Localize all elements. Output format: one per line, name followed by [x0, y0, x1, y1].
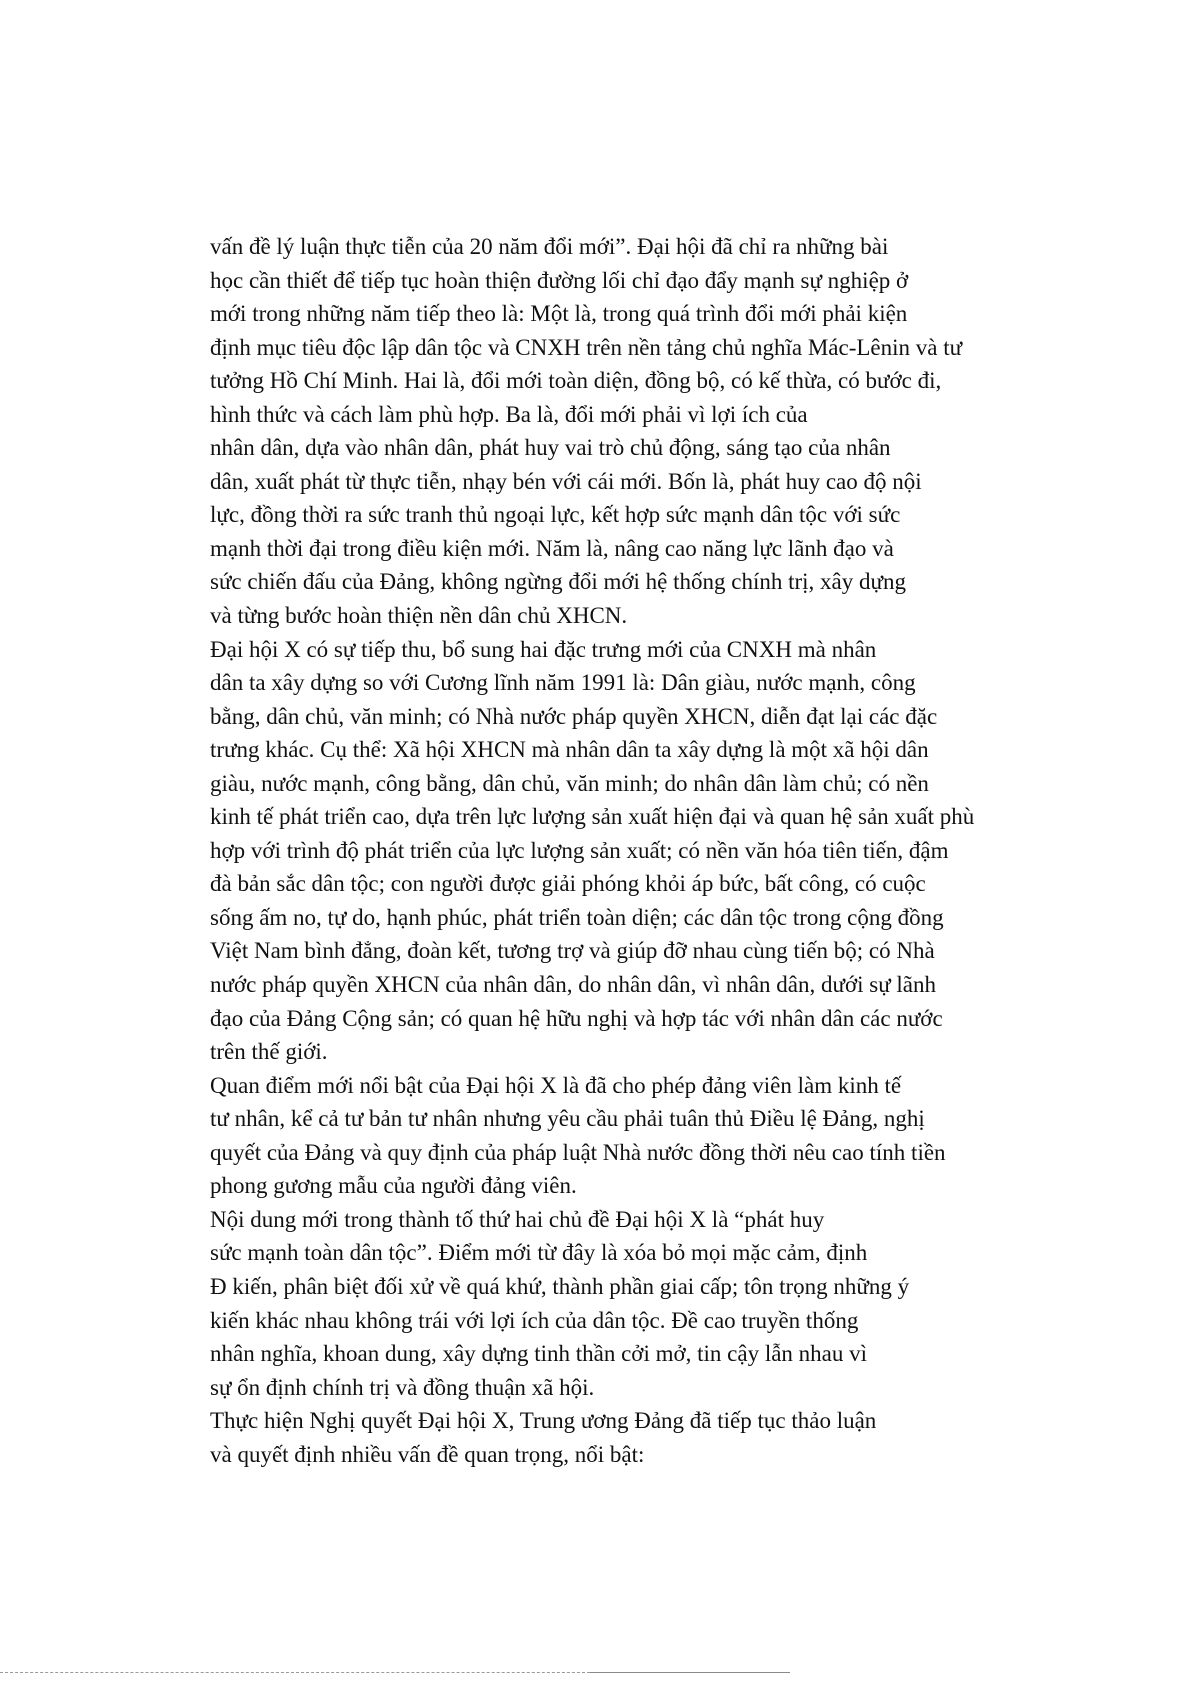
text-line: và từng bước hoàn thiện nền dân chủ XHCN. [210, 603, 628, 629]
text-line: trưng khác. Cụ thể: Xã hội XHCN mà nhân dân ta xây dựng là một xã hội dân [210, 737, 929, 763]
text-line: vấn đề lý luận thực tiễn của 20 năm đổi mới”. Đại hội đã chỉ ra những bài [210, 234, 889, 259]
text-line: nước pháp quyền XHCN của nhân dân, do nhân dân, vì nhân dân, dưới sự lãnh [210, 972, 937, 998]
text-line: sự ổn định chính trị và đồng thuận xã hội. [210, 1374, 595, 1400]
text-line: lực, đồng thời ra sức tranh thủ ngoại lực, kết hợp sức mạnh dân tộc với sức [210, 502, 901, 528]
text-line: đạo của Đảng Cộng sản; có quan hệ hữu nghị và hợp tác với nhân dân các nước [210, 1005, 943, 1031]
text-line: kiến khác nhau không trái với lợi ích của dân tộc. Đề cao truyền thống [210, 1307, 859, 1333]
text-line: mới trong những năm tiếp theo là: Một là, trong quá trình đổi mới phải kiện [210, 301, 908, 327]
text-line: sức mạnh toàn dân tộc”. Điểm mới từ đây là xóa bỏ mọi mặc cảm, định [210, 1240, 868, 1266]
text-line: dân ta xây dựng so với Cương lĩnh năm 1991 là: Dân giàu, nước mạnh, công [210, 670, 916, 696]
page-bottom-divider [0, 1672, 590, 1673]
text-line: nhân dân, dựa vào nhân dân, phát huy vai trò chủ động, sáng tạo của nhân [210, 435, 891, 461]
text-line: bằng, dân chủ, văn minh; có Nhà nước pháp quyền XHCN, diễn đạt lại các đặc [210, 703, 938, 729]
body-text [210, 230, 1110, 1471]
text-line: sống ấm no, tự do, hạnh phúc, phát triển toàn diện; các dân tộc trong cộng đồng [210, 904, 944, 930]
text-line: tư nhân, kể cả tư bản tư nhân nhưng yêu cầu phải tuân thủ Điều lệ Đảng, nghị [210, 1106, 925, 1132]
text-line: dân, xuất phát từ thực tiễn, nhạy bén với cái mới. Bốn là, phát huy cao độ nội [210, 468, 922, 494]
text-line: định mục tiêu độc lập dân tộc và CNXH trên nền tảng chủ nghĩa Mác-Lênin và tư [210, 334, 963, 360]
text-line: trên thế giới. [210, 1039, 328, 1065]
text-line: Đại hội X có sự tiếp thu, bổ sung hai đặc trưng mới của CNXH mà nhân [210, 636, 877, 662]
text-line: phong gương mẫu của người đảng viên. [210, 1173, 577, 1199]
text-line: Việt Nam bình đẳng, đoàn kết, tương trợ và giúp đỡ nhau cùng tiến bộ; có Nhà [210, 938, 935, 964]
text-line: tưởng Hồ Chí Minh. Hai là, đổi mới toàn diện, đồng bộ, có kế thừa, có bước đi, [210, 368, 942, 394]
text-line: Nội dung mới trong thành tố thứ hai chủ đề Đại hội X là “phát huy [210, 1206, 825, 1232]
text-line: hình thức và cách làm phù hợp. Ba là, đổi mới phải vì lợi ích của [210, 401, 808, 427]
text-line: đà bản sắc dân tộc; con người được giải phóng khỏi áp bức, bất công, có cuộc [210, 871, 926, 897]
text-line: giàu, nước mạnh, công bằng, dân chủ, văn minh; do nhân dân làm chủ; có nền [210, 770, 929, 796]
text-line: Đ kiến, phân biệt đối xử về quá khứ, thành phần giai cấp; tôn trọng những ý [210, 1273, 910, 1299]
text-line: kinh tế phát triển cao, dựa trên lực lượng sản xuất hiện đại và quan hệ sản xuất phù [210, 804, 975, 830]
text-line: và quyết định nhiều vấn đề quan trọng, nổi bật: [210, 1441, 645, 1467]
text-line: mạnh thời đại trong điều kiện mới. Năm là, nâng cao năng lực lãnh đạo và [210, 535, 894, 561]
text-line: sức chiến đấu của Đảng, không ngừng đổi mới hệ thống chính trị, xây dựng [210, 569, 906, 595]
text-line: học cần thiết để tiếp tục hoàn thiện đường lối chỉ đạo đẩy mạnh sự nghiệp ở [210, 267, 909, 293]
text-line: hợp với trình độ phát triển của lực lượng sản xuất; có nền văn hóa tiên tiến, đậm [210, 837, 949, 863]
text-line: quyết của Đảng và quy định của pháp luật Nhà nước đồng thời nêu cao tính tiền [210, 1139, 946, 1165]
text-line: nhân nghĩa, khoan dung, xây dựng tinh thần cởi mở, tin cậy lẫn nhau vì [210, 1341, 868, 1367]
page-bottom-divider-segment [590, 1672, 790, 1673]
text-line: Thực hiện Nghị quyết Đại hội X, Trung ương Đảng đã tiếp tục thảo luận [210, 1408, 877, 1434]
text-line: Quan điểm mới nổi bật của Đại hội X là đã cho phép đảng viên làm kinh tế [210, 1072, 902, 1098]
